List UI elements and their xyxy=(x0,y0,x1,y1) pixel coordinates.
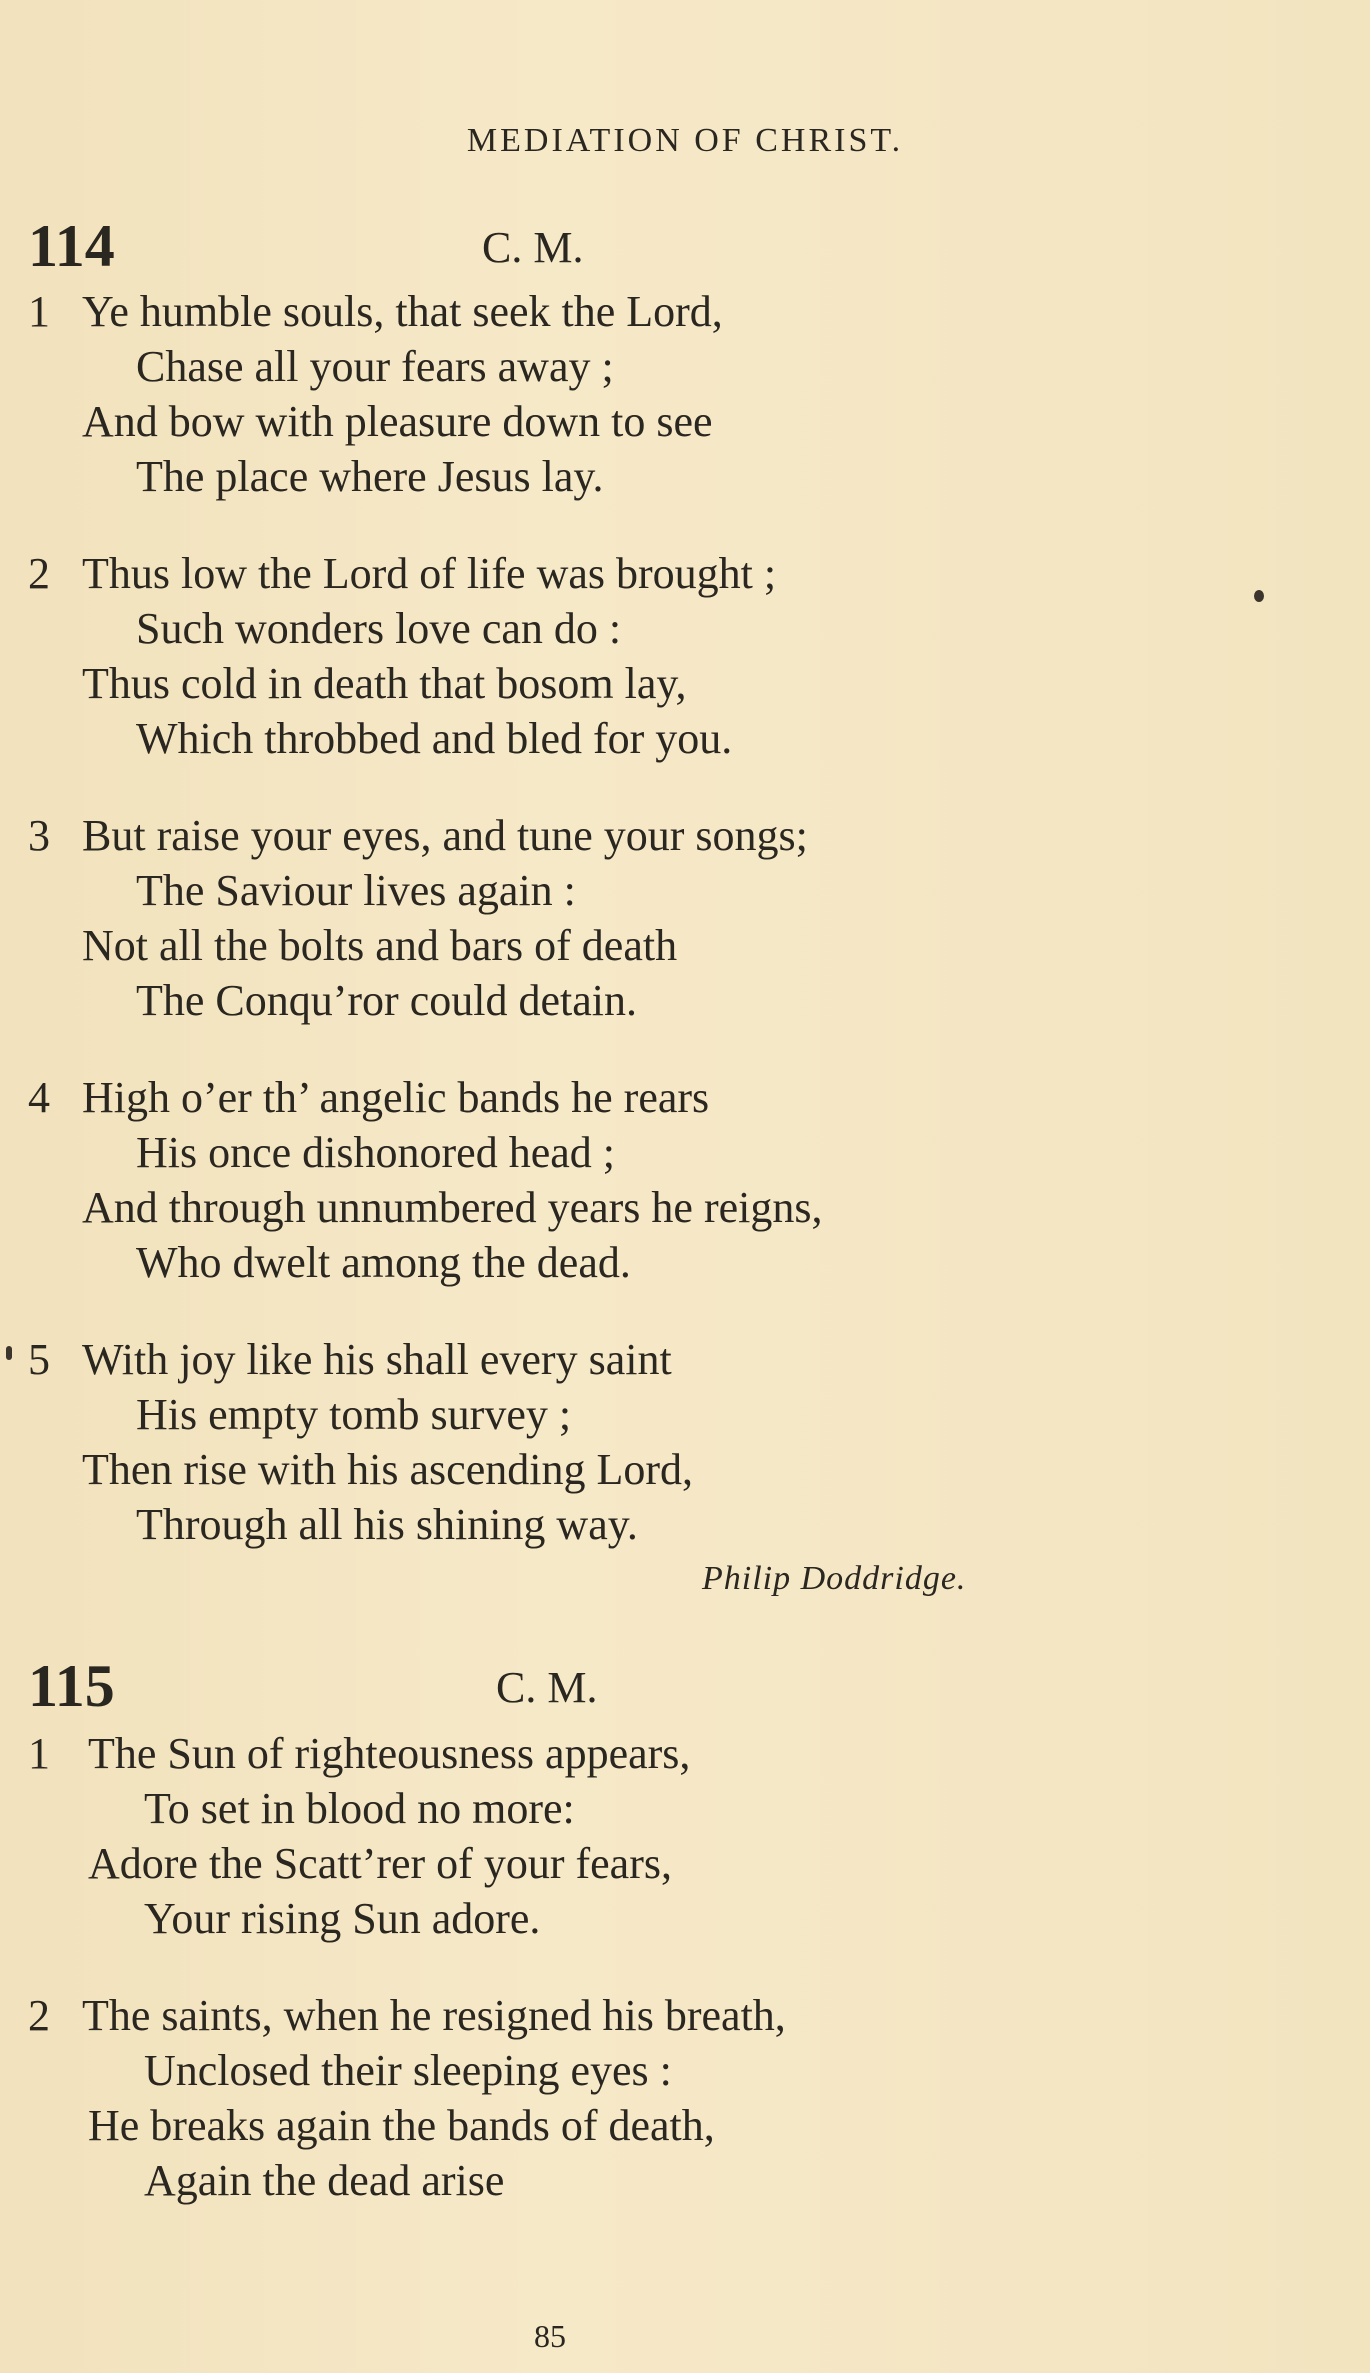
running-head: MEDIATION OF CHRIST. xyxy=(466,122,904,159)
stanza-number: 4 xyxy=(28,1073,50,1122)
verse-line: The Saviour lives again : xyxy=(136,866,576,915)
stanza-number: 2 xyxy=(28,549,50,598)
verse-line: With joy like his shall every saint xyxy=(82,1335,672,1384)
stanza-number: 1 xyxy=(28,287,50,336)
hymn-meter: C. M. xyxy=(496,1663,598,1712)
verse-line: Your rising Sun adore. xyxy=(144,1894,541,1943)
hymn-meter: C. M. xyxy=(482,223,584,272)
verse-line: His once dishonored head ; xyxy=(136,1128,615,1177)
verse-line: Unclosed their sleeping eyes : xyxy=(144,2046,672,2095)
verse-line: He breaks again the bands of death, xyxy=(88,2101,715,2150)
verse-line: And bow with pleasure down to see xyxy=(82,397,713,446)
verse-line: Not all the bolts and bars of death xyxy=(82,921,678,970)
verse-line: Chase all your fears away ; xyxy=(136,342,614,391)
stanza-number: 5 xyxy=(28,1335,50,1384)
verse-line: Thus cold in death that bosom lay, xyxy=(82,659,687,708)
verse-line: The Sun of righteousness appears, xyxy=(88,1729,691,1778)
hymn-number: 115 xyxy=(28,1653,115,1719)
verse-line: Thus low the Lord of life was brought ; xyxy=(82,549,777,598)
verse-line: His empty tomb survey ; xyxy=(136,1390,572,1439)
hymn-number: 114 xyxy=(28,213,115,279)
verse-line: Then rise with his ascending Lord, xyxy=(82,1445,693,1494)
stanza-number: 1 xyxy=(28,1729,50,1778)
verse-line: The Conqu’ror could detain. xyxy=(136,976,637,1025)
verse-line: Who dwelt among the dead. xyxy=(136,1238,631,1287)
author-attribution: Philip Doddridge. xyxy=(702,1560,967,1597)
stanza-number: 3 xyxy=(28,811,50,860)
verse-line: And through unnumbered years he reigns, xyxy=(82,1183,823,1232)
verse-line: Adore the Scatt’rer of your fears, xyxy=(88,1839,672,1888)
verse-line: Which throbbed and bled for you. xyxy=(136,714,733,763)
verse-line: Through all his shining way. xyxy=(136,1500,638,1549)
verse-line: The place where Jesus lay. xyxy=(136,452,604,501)
verse-line: Again the dead arise xyxy=(144,2156,505,2205)
ink-speck xyxy=(6,1346,12,1360)
ink-speck xyxy=(1254,590,1264,602)
verse-line: Such wonders love can do : xyxy=(136,604,622,653)
page-number: 85 xyxy=(534,2318,566,2354)
verse-line: The saints, when he resigned his breath, xyxy=(82,1991,786,2040)
verse-line: Ye humble souls, that seek the Lord, xyxy=(82,287,723,336)
stanza-number: 2 xyxy=(28,1991,50,2040)
verse-line: But raise your eyes, and tune your songs; xyxy=(82,811,808,860)
verse-line: To set in blood no more: xyxy=(144,1784,575,1833)
verse-line: High o’er th’ angelic bands he rears xyxy=(82,1073,710,1122)
